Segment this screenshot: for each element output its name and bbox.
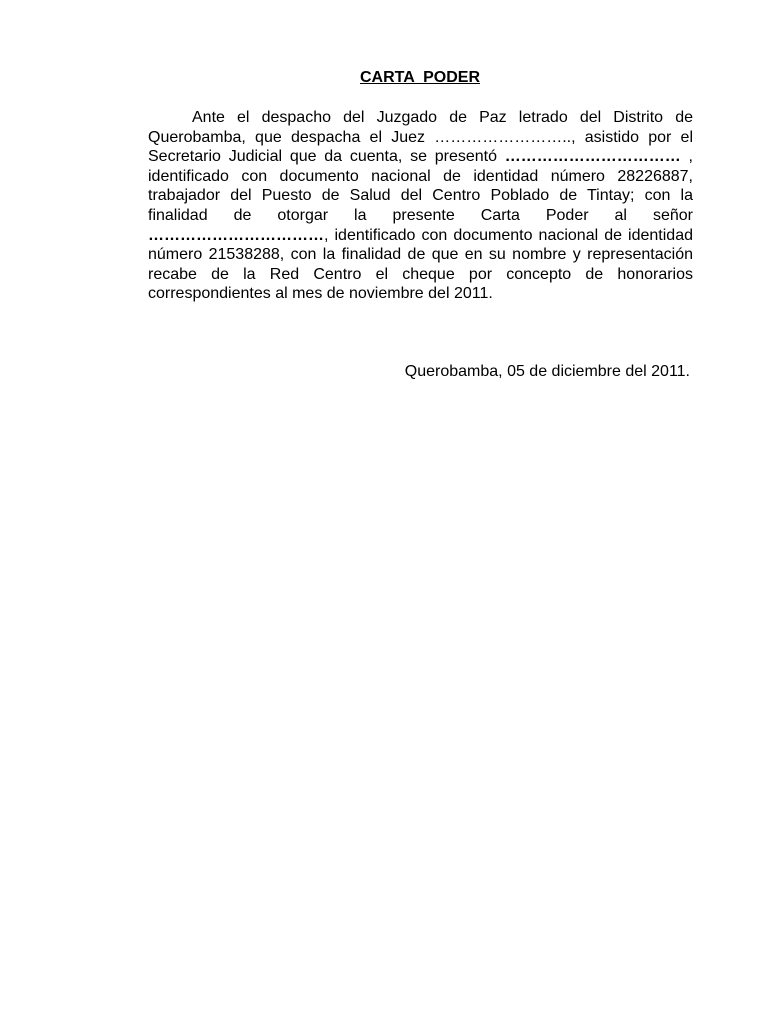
document-title: CARTA PODER bbox=[360, 69, 480, 86]
blank-line-attorney: …………………………… bbox=[148, 226, 324, 244]
paragraph-text-part-1: Ante el despacho del Juzgado de Paz letrado del Distrito de Querobamba, que despacha el Juez …………………….., asistido por el Secretario Judicial que da cuenta, se presentó bbox=[148, 109, 693, 166]
blank-line-grantor: …………………………… bbox=[504, 148, 681, 166]
paragraph-text-part-2: , identificado con documento nacional de identidad número 28226887, trabajador del Puesto de Salud del Centro Poblado de Tintay; con la finalidad de otorgar la presente Carta Poder al señor bbox=[148, 148, 693, 224]
body-paragraph bbox=[148, 108, 693, 304]
paragraph-text-part-3: , identificado con documento nacional de identidad número 21538288, con la finalidad de que en su nombre y representación recabe de la Red Centro el cheque por concepto de honorarios correspondientes al mes de noviembre del 2011. bbox=[148, 226, 693, 303]
place-and-date: Querobamba, 05 de diciembre del 2011. bbox=[404, 363, 690, 380]
